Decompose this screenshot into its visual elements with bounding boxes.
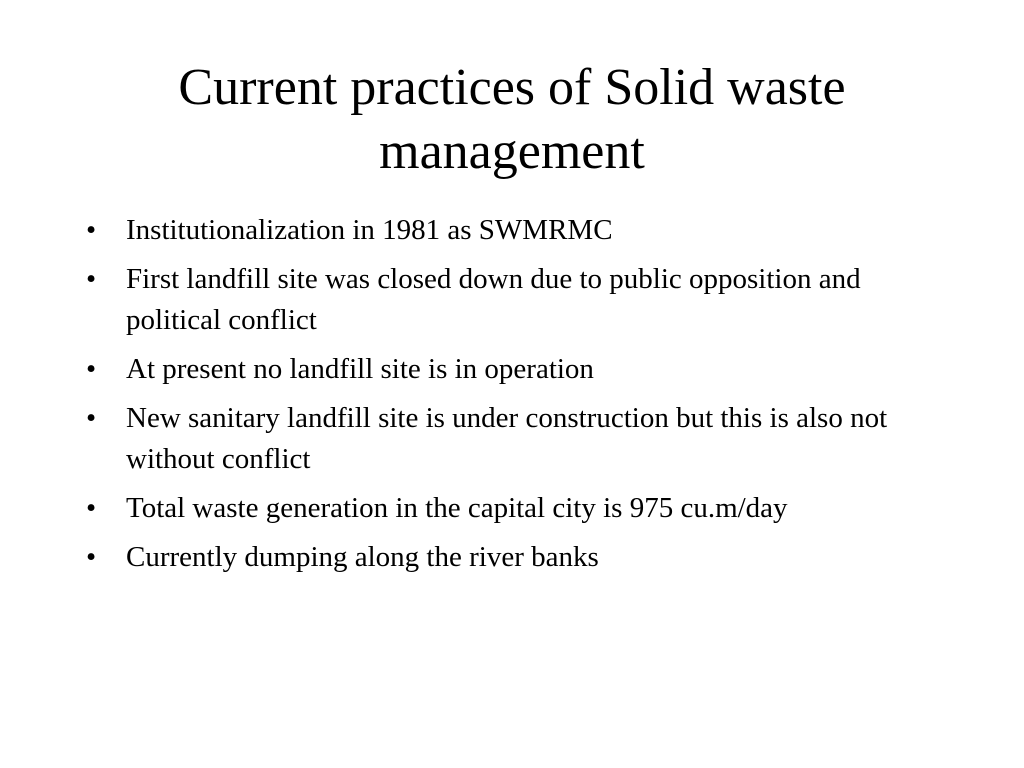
bullet-text: Institutionalization in 1981 as SWMRMC: [126, 214, 613, 246]
bullet-list: [86, 210, 956, 586]
bullet-text: First landfill site was closed down due to public opposition and political conflict: [126, 263, 861, 336]
bullet-item: [86, 398, 956, 480]
bullet-icon: •: [86, 402, 97, 434]
bullet-icon: •: [86, 353, 97, 385]
bullet-icon: •: [86, 263, 97, 295]
slide-title: Current practices of Solid waste management: [178, 59, 846, 180]
bullet-item: [86, 210, 956, 251]
bullet-item: [86, 259, 956, 341]
bullet-text: At present no landfill site is in operation: [126, 353, 594, 385]
bullet-icon: •: [86, 492, 97, 524]
bullet-item: [86, 537, 956, 578]
bullet-text: Total waste generation in the capital city is 975 cu.m/day: [126, 492, 788, 524]
bullet-text: Currently dumping along the river banks: [126, 541, 599, 573]
bullet-item: [86, 349, 956, 390]
bullet-icon: •: [86, 541, 97, 573]
bullet-item: [86, 488, 956, 529]
bullet-text: New sanitary landfill site is under construction but this is also not without conflict: [126, 402, 888, 475]
bullet-icon: •: [86, 214, 97, 246]
